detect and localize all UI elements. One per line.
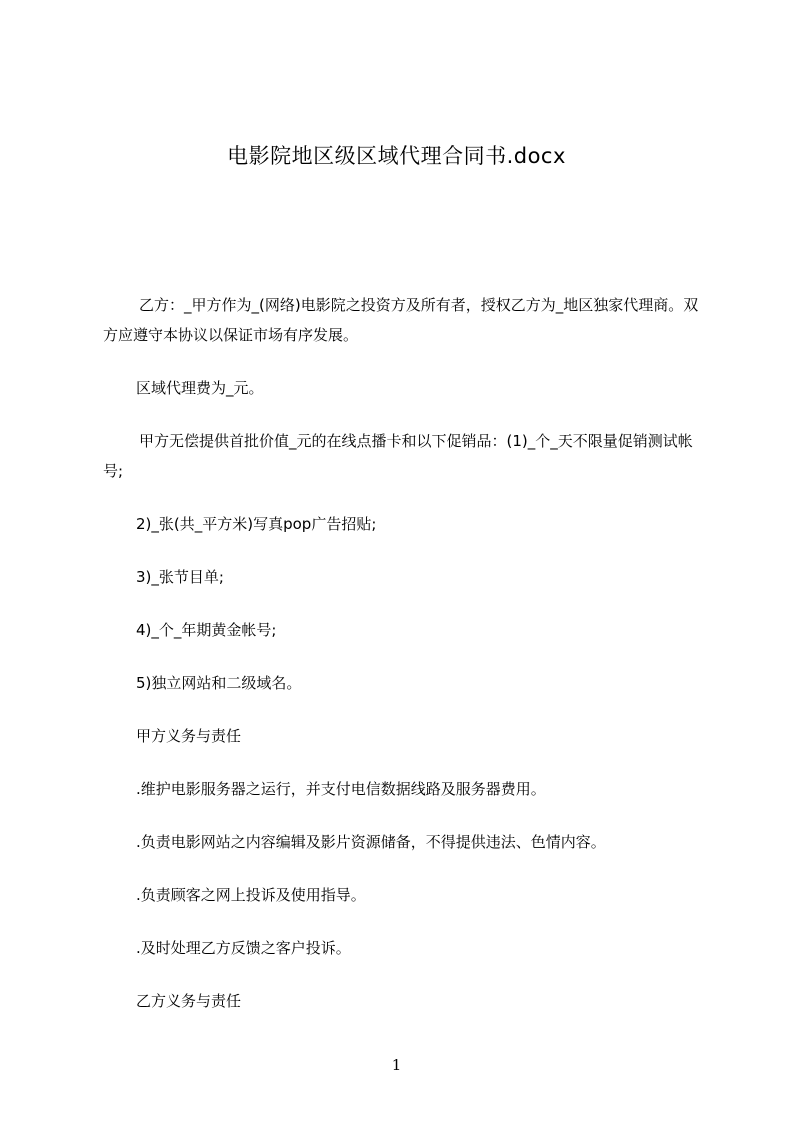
paragraph-party-a-duty-1: .维护电影服务器之运行，并支付电信数据线路及服务器费用。: [136, 780, 546, 798]
paragraph-party-b-authorization: 乙方：_甲方作为_(网络)电影院之投资方及所有者，授权乙方为_地区独家代理商。双方应遵守本协议以保证市场有序发展。: [103, 296, 699, 344]
paragraph-item-3: 3)_张节目单;: [136, 568, 224, 586]
paragraph-item-4: 4)_个_年期黄金帐号;: [136, 621, 277, 639]
paragraph-party-a-duty-4: .及时处理乙方反馈之客户投诉。: [136, 939, 351, 957]
paragraph-party-a-duty-2: .负责电影网站之内容编辑及影片资源储备，不得提供违法、色情内容。: [136, 833, 606, 851]
document-body: [103, 290, 703, 1039]
heading-party-b-duties: 乙方义务与责任: [136, 992, 242, 1010]
paragraph-item-2: 2)_张(共_平方米)写真pop广告招贴;: [136, 515, 377, 533]
paragraph-item-5: 5)独立网站和二级域名。: [136, 674, 302, 692]
paragraph-party-a-duty-3: .负责顾客之网上投诉及使用指导。: [136, 886, 366, 904]
heading-party-a-duties: 甲方义务与责任: [136, 727, 242, 745]
paragraph-agency-fee: 区域代理费为_元。: [136, 379, 264, 397]
paragraph-promotional-items: 甲方无偿提供首批价值_元的在线点播卡和以下促销品：(1)_个_天不限量促销测试帐号;: [103, 432, 693, 480]
document-title: 电影院地区级区域代理合同书.docx: [227, 144, 566, 168]
page-number: 1: [391, 1056, 402, 1074]
